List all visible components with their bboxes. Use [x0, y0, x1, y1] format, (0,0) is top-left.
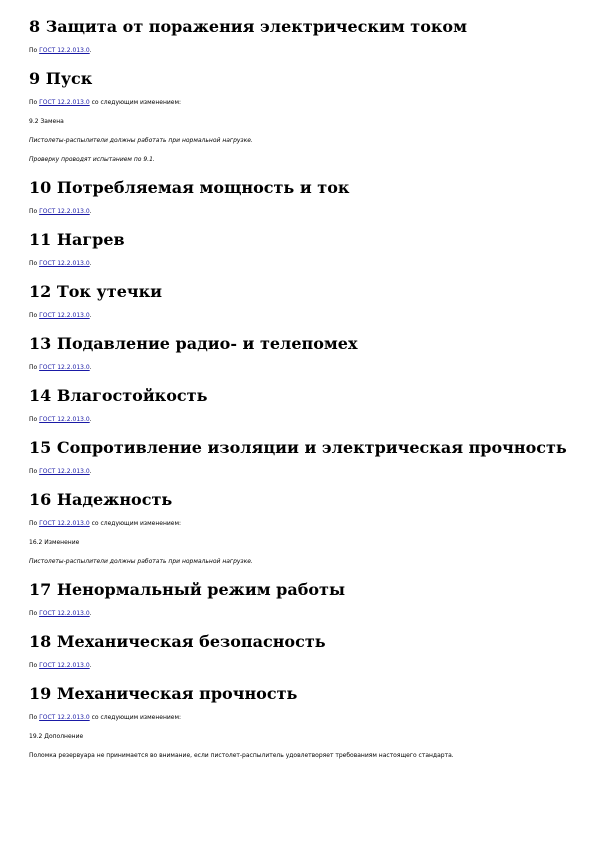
reference-prefix: По [29, 468, 40, 475]
standard-reference-paragraph [29, 99, 569, 107]
section-heading: 19 Механическая прочность [29, 684, 298, 703]
section-heading: 17 Ненормальный режим работы [29, 580, 346, 599]
document-body [29, 16, 569, 773]
section-heading: 16 Надежность [29, 490, 173, 509]
gost-link[interactable]: ГОСТ 12.2.013.0 [39, 208, 90, 215]
section [29, 68, 569, 164]
standard-reference-paragraph [29, 610, 569, 618]
reference-suffix: со следующим изменением: [89, 520, 182, 527]
gost-link[interactable]: ГОСТ 12.2.013.0 [39, 468, 90, 475]
section [29, 281, 569, 320]
gost-link[interactable]: ГОСТ 12.2.013.0 [39, 520, 90, 527]
gost-link[interactable]: ГОСТ 12.2.013.0 [39, 610, 90, 617]
reference-suffix: . [89, 364, 92, 371]
reference-suffix: . [89, 208, 92, 215]
gost-link[interactable]: ГОСТ 12.2.013.0 [39, 662, 90, 669]
section [29, 16, 569, 55]
section-heading: 18 Механическая безопасность [29, 632, 326, 651]
reference-prefix: По [29, 714, 40, 721]
standard-reference-paragraph [29, 520, 569, 528]
gost-link[interactable]: ГОСТ 12.2.013.0 [39, 99, 90, 106]
reference-suffix: со следующим изменением: [89, 714, 182, 721]
reference-suffix: . [89, 312, 92, 319]
section-heading: 13 Подавление радио- и телепомех [29, 334, 358, 353]
clause-text: 16.2 Изменение [29, 539, 80, 546]
reference-prefix: По [29, 364, 40, 371]
section [29, 437, 569, 476]
standard-reference-paragraph [29, 208, 569, 216]
standard-reference-paragraph [29, 47, 569, 55]
section [29, 333, 569, 372]
reference-prefix: По [29, 47, 40, 54]
section [29, 579, 569, 618]
gost-link[interactable]: ГОСТ 12.2.013.0 [39, 47, 90, 54]
reference-suffix: . [89, 260, 92, 267]
section-heading: 15 Сопротивление изоляции и электрическая прочность [29, 438, 567, 457]
standard-reference-paragraph [29, 364, 569, 372]
reference-suffix: . [89, 416, 92, 423]
reference-prefix: По [29, 416, 40, 423]
section-heading: 14 Влагостойкость [29, 386, 208, 405]
reference-suffix: . [89, 47, 92, 54]
section [29, 489, 569, 566]
standard-reference-paragraph [29, 714, 569, 722]
section [29, 177, 569, 216]
section-heading: 11 Нагрев [29, 230, 125, 249]
clause-text: 19.2 Дополнение [29, 733, 84, 740]
section-heading: 12 Ток утечки [29, 282, 163, 301]
standard-reference-paragraph [29, 312, 569, 320]
reference-suffix: со следующим изменением: [89, 99, 182, 106]
section-heading: 9 Пуск [29, 69, 93, 88]
reference-prefix: По [29, 260, 40, 267]
gost-link[interactable]: ГОСТ 12.2.013.0 [39, 416, 90, 423]
gost-link[interactable]: ГОСТ 12.2.013.0 [39, 312, 90, 319]
gost-link[interactable]: ГОСТ 12.2.013.0 [39, 714, 90, 721]
requirement-text: Проверку проводят испытанием по 9.1. [29, 156, 155, 163]
requirement-text: Пистолеты-распылители должны работать при нормальной нагрузке. [29, 137, 253, 144]
reference-prefix: По [29, 610, 40, 617]
reference-prefix: По [29, 312, 40, 319]
reference-prefix: По [29, 520, 40, 527]
section [29, 683, 569, 760]
gost-link[interactable]: ГОСТ 12.2.013.0 [39, 260, 90, 267]
standard-reference-paragraph [29, 468, 569, 476]
section-heading: 8 Защита от поражения электрическим током [29, 17, 467, 36]
reference-prefix: По [29, 208, 40, 215]
standard-reference-paragraph [29, 662, 569, 670]
clause-text: Поломка резервуара не принимается во внимание, если пистолет-распылитель удовлетворяет требованиям настоящего стандарта. [29, 752, 454, 759]
section [29, 385, 569, 424]
reference-suffix: . [89, 662, 92, 669]
reference-prefix: По [29, 662, 40, 669]
requirement-text: Пистолеты-распылители должны работать при нормальной нагрузке. [29, 558, 253, 565]
section-heading: 10 Потребляемая мощность и ток [29, 178, 350, 197]
standard-reference-paragraph [29, 260, 569, 268]
reference-prefix: По [29, 99, 40, 106]
reference-suffix: . [89, 610, 92, 617]
section [29, 229, 569, 268]
section [29, 631, 569, 670]
clause-text: 9.2 Замена [29, 118, 64, 125]
reference-suffix: . [89, 468, 92, 475]
standard-reference-paragraph [29, 416, 569, 424]
gost-link[interactable]: ГОСТ 12.2.013.0 [39, 364, 90, 371]
